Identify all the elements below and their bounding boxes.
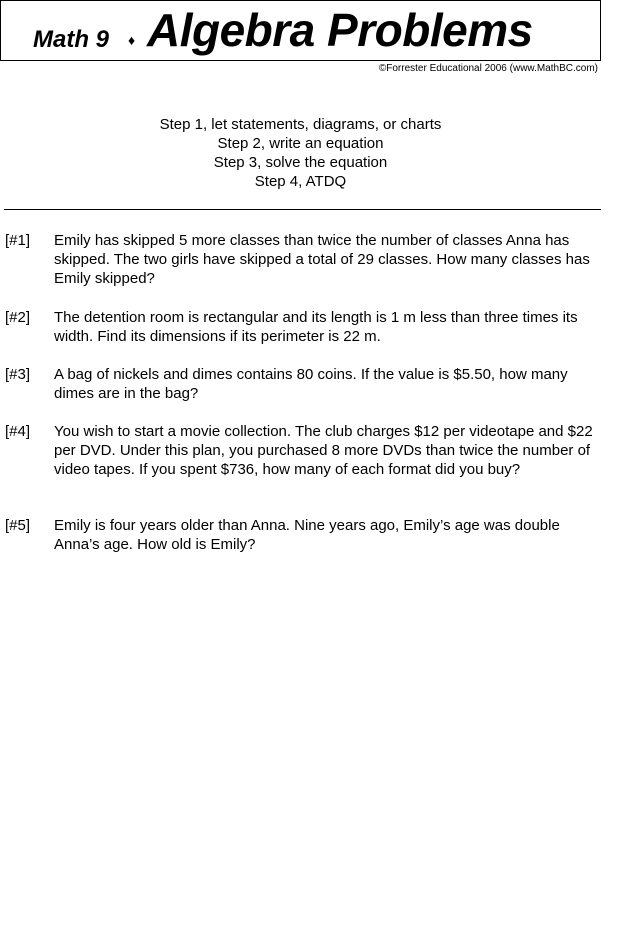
step-item: Step 3, solve the equation — [213, 154, 388, 171]
problem-text: You wish to start a movie collection. The club charges $12 per videotape and $22 per DVD. Under this plan, you purchased 8 more DVDs than twice the number of video tapes. If you spent $736, how many of each format did you buy? — [54, 423, 593, 478]
page-title: Algebra Problems — [147, 4, 533, 56]
problem-number: [#2] — [5, 309, 31, 326]
course-label: Math 9 — [33, 26, 110, 53]
diamond-separator-icon: ♦ — [128, 32, 136, 48]
problem-number: [#1] — [5, 232, 31, 249]
problem-4 — [5, 422, 600, 479]
problem-1 — [5, 231, 600, 288]
problem-5 — [5, 516, 600, 554]
problem-2 — [5, 308, 600, 346]
step-item: Step 2, write an equation — [217, 135, 384, 152]
problem-text: Emily has skipped 5 more classes than twice the number of classes Anna has skipped. The two girls have skipped a total of 29 classes. How many classes has Emily skipped? — [54, 232, 590, 287]
problem-text: Emily is four years older than Anna. Nine years ago, Emily’s age was double Anna’s age. How old is Emily? — [54, 517, 560, 553]
steps-list — [0, 115, 601, 191]
step-item: Step 4, ATDQ — [254, 173, 347, 190]
step-item: Step 1, let statements, diagrams, or charts — [159, 116, 442, 133]
problem-text: A bag of nickels and dimes contains 80 coins. If the value is $5.50, how many dimes are in the bag? — [54, 366, 568, 402]
divider-line — [4, 209, 601, 210]
problem-number: [#5] — [5, 517, 31, 534]
problem-text: The detention room is rectangular and its length is 1 m less than three times its width. Find its dimensions if its perimeter is 22 m. — [54, 309, 578, 345]
problem-number: [#3] — [5, 366, 31, 383]
header-box — [0, 0, 601, 61]
problem-number: [#4] — [5, 423, 31, 440]
problem-3 — [5, 365, 600, 403]
copyright-notice: ©Forrester Educational 2006 (www.MathBC.com) — [378, 63, 598, 74]
